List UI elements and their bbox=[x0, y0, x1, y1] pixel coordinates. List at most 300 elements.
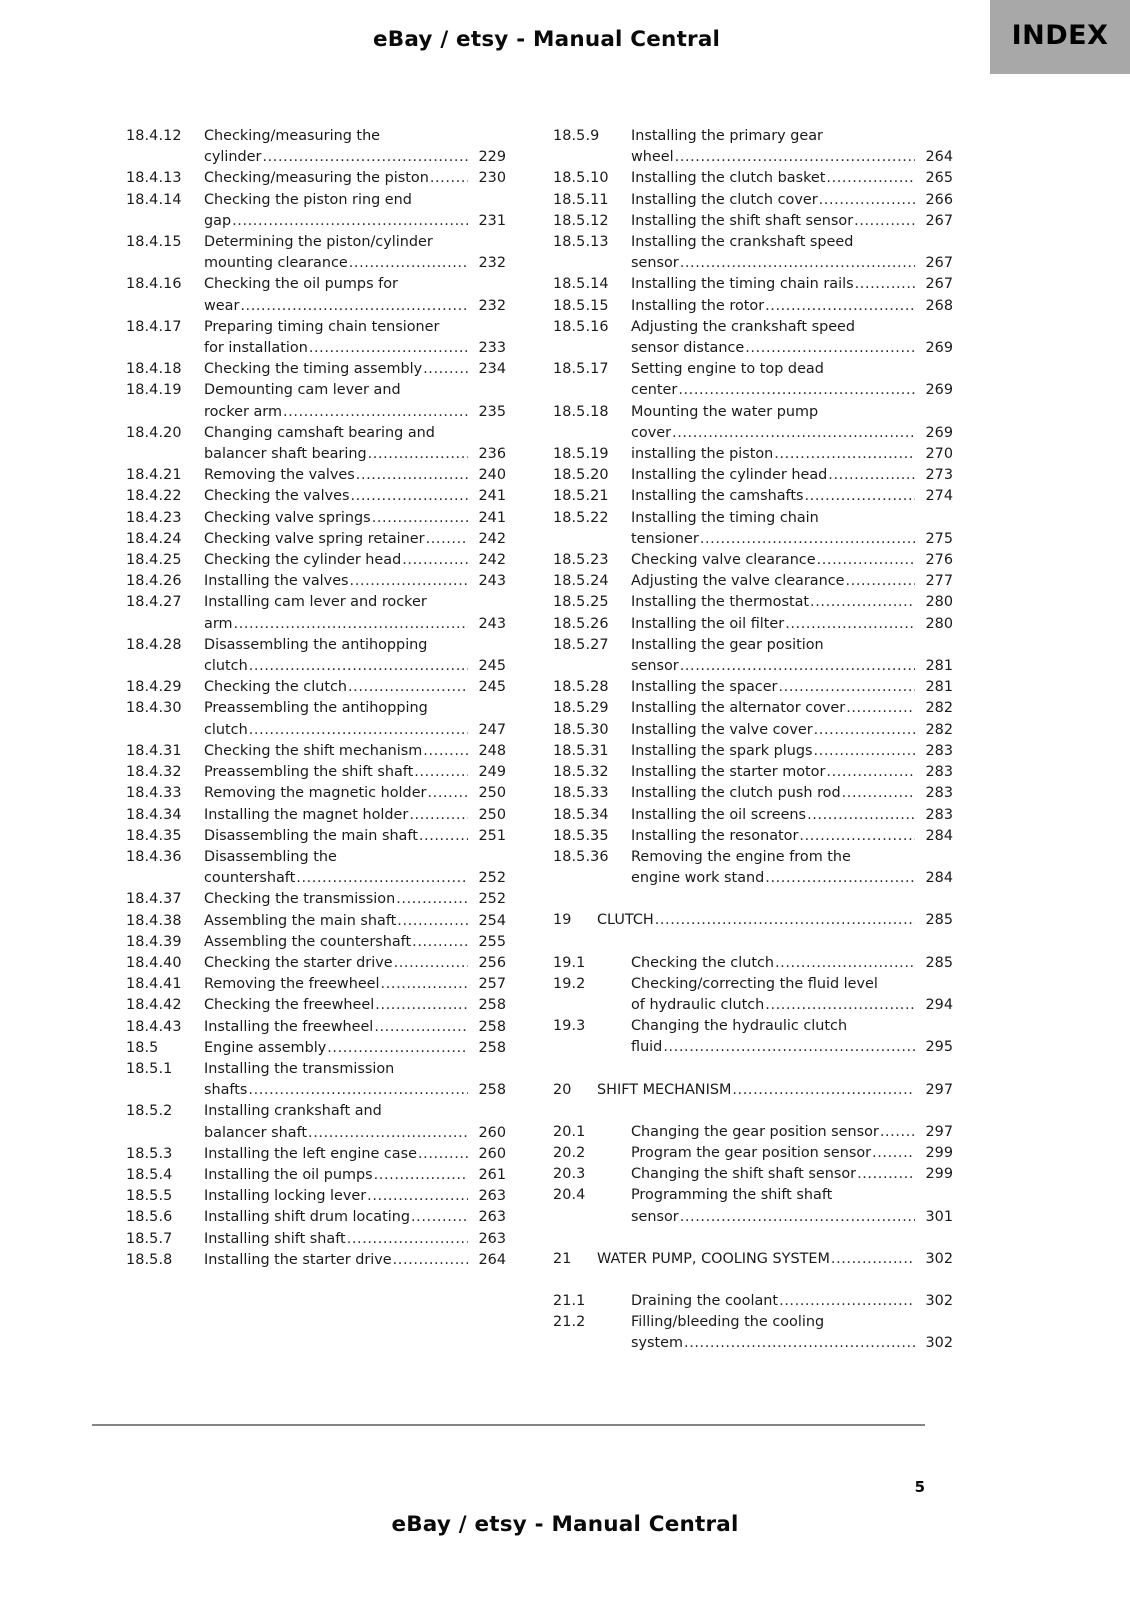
toc-entry[interactable] bbox=[553, 762, 953, 783]
toc-entry-number: 18.5.34 bbox=[553, 806, 609, 823]
toc-entry-number: 18.5.23 bbox=[553, 552, 609, 569]
toc-entry[interactable] bbox=[126, 762, 506, 783]
toc-entry[interactable] bbox=[553, 550, 953, 571]
toc-entry-number: 18.4.17 bbox=[126, 318, 182, 335]
toc-entry-body bbox=[204, 1250, 506, 1271]
toc-leader-dots bbox=[814, 720, 915, 741]
toc-entry-number: 18.4.33 bbox=[126, 785, 182, 802]
toc-entry-number: 18.4.37 bbox=[126, 891, 182, 908]
toc-entry[interactable] bbox=[553, 592, 953, 613]
toc-column-right bbox=[553, 126, 953, 1355]
toc-entry-body bbox=[631, 847, 953, 889]
toc-entry[interactable] bbox=[553, 720, 953, 741]
toc-leader-dots bbox=[678, 380, 915, 401]
toc-entry-number: 21.2 bbox=[553, 1314, 586, 1331]
toc-entry-page: 243 bbox=[478, 615, 506, 632]
toc-entry[interactable] bbox=[553, 274, 953, 295]
toc-entry-body bbox=[631, 1164, 953, 1185]
toc-entry-page: 245 bbox=[478, 679, 506, 696]
toc-entry[interactable] bbox=[126, 232, 506, 274]
toc-entry-body bbox=[631, 974, 953, 1016]
toc-entry-title: Checking the clutch bbox=[204, 679, 347, 696]
toc-entry-page: 232 bbox=[478, 255, 506, 272]
toc-leader-dots bbox=[350, 571, 468, 592]
toc-entry[interactable] bbox=[126, 932, 506, 953]
toc-entry[interactable] bbox=[126, 741, 506, 762]
toc-entry-page: 267 bbox=[925, 255, 953, 272]
toc-entry-body bbox=[204, 571, 506, 592]
toc-entry-page: 252 bbox=[478, 870, 506, 887]
toc-entry[interactable] bbox=[553, 1164, 953, 1185]
toc-entry-title: system bbox=[631, 1335, 684, 1352]
toc-entry[interactable] bbox=[126, 783, 506, 804]
toc-entry-title: Installing shift shaft bbox=[204, 1230, 346, 1247]
toc-entry-page: 258 bbox=[478, 1039, 506, 1056]
toc-leader-dots bbox=[774, 444, 915, 465]
toc-entry-number: 18.5.36 bbox=[553, 848, 609, 865]
toc-entry-title: Installing locking lever bbox=[204, 1188, 367, 1205]
toc-entry[interactable] bbox=[126, 1229, 506, 1250]
toc-entry-line bbox=[631, 741, 953, 762]
toc-entry-body bbox=[631, 508, 953, 550]
toc-entry-page: 285 bbox=[925, 912, 953, 929]
toc-leader-dots bbox=[426, 529, 468, 550]
toc-entry-body bbox=[204, 529, 506, 550]
toc-entry-page: 283 bbox=[925, 764, 953, 781]
toc-entry-page: 260 bbox=[478, 1124, 506, 1141]
toc-entry-title: Installing the starter drive bbox=[204, 1251, 392, 1268]
toc-entry-body bbox=[631, 402, 953, 444]
toc-entry-page: 241 bbox=[478, 509, 506, 526]
toc-entry[interactable] bbox=[126, 1165, 506, 1186]
toc-entry-number: 18.4.35 bbox=[126, 827, 182, 844]
toc-entry[interactable] bbox=[553, 317, 953, 359]
toc-entry-page: 231 bbox=[478, 212, 506, 229]
toc-entry[interactable] bbox=[553, 783, 953, 804]
toc-entry-number: 18.4.24 bbox=[126, 530, 182, 547]
toc-entry[interactable] bbox=[126, 974, 506, 995]
toc-entry-page: 247 bbox=[478, 721, 506, 738]
toc-entry-title: Changing the gear position sensor bbox=[631, 1123, 879, 1140]
toc-entry-title: Installing cam lever and rocker bbox=[204, 594, 427, 611]
toc-entry[interactable] bbox=[126, 508, 506, 529]
toc-entry[interactable] bbox=[553, 1080, 953, 1101]
toc-entry-line bbox=[204, 338, 506, 359]
toc-entry[interactable] bbox=[553, 1122, 953, 1143]
toc-entry[interactable] bbox=[126, 126, 506, 168]
toc-entry-title: Installing the spark plugs bbox=[631, 742, 813, 759]
toc-entry-body bbox=[597, 910, 953, 931]
toc-entry-title: wheel bbox=[631, 149, 674, 166]
toc-entry-line bbox=[204, 508, 506, 529]
toc-entry-body bbox=[631, 274, 953, 295]
toc-leader-dots bbox=[327, 1038, 468, 1059]
toc-entry-title: of hydraulic clutch bbox=[631, 996, 765, 1013]
toc-entry-page: 233 bbox=[478, 340, 506, 357]
toc-entry-line bbox=[204, 1123, 506, 1144]
toc-entry-body bbox=[204, 423, 506, 465]
toc-entry-number: 18.4.22 bbox=[126, 488, 182, 505]
toc-entry-line bbox=[631, 486, 953, 507]
toc-entry-line bbox=[631, 677, 953, 698]
toc-leader-dots bbox=[423, 359, 468, 380]
toc-leader-dots bbox=[262, 147, 468, 168]
toc-leader-dots bbox=[234, 614, 468, 635]
toc-leader-dots bbox=[249, 656, 468, 677]
toc-leader-dots bbox=[663, 1037, 915, 1058]
toc-entry-line bbox=[631, 190, 953, 211]
toc-entry-title: Installing the spacer bbox=[631, 679, 778, 696]
toc-leader-dots bbox=[375, 995, 468, 1016]
toc-entry-title: sensor bbox=[631, 255, 679, 272]
toc-entry[interactable] bbox=[126, 529, 506, 550]
toc-entry-body bbox=[631, 762, 953, 783]
toc-entry-title: Checking the clutch bbox=[631, 954, 774, 971]
toc-entry[interactable] bbox=[553, 826, 953, 847]
toc-entry-title: shafts bbox=[204, 1082, 248, 1099]
toc-entry-body bbox=[204, 380, 506, 422]
toc-entry-page: 251 bbox=[478, 827, 506, 844]
toc-entry-body bbox=[204, 274, 506, 316]
toc-entry-number: 18.4.13 bbox=[126, 170, 182, 187]
toc-entry-line bbox=[204, 211, 506, 232]
toc-entry-line bbox=[204, 1038, 506, 1059]
toc-entry-page: 229 bbox=[478, 149, 506, 166]
toc-entry[interactable] bbox=[126, 1059, 506, 1101]
toc-entry-title: cylinder bbox=[204, 149, 262, 166]
toc-entry-body bbox=[631, 1312, 953, 1354]
toc-entry-line bbox=[631, 635, 953, 656]
toc-entry[interactable] bbox=[126, 1101, 506, 1143]
toc-entry[interactable] bbox=[553, 211, 953, 232]
toc-leader-dots bbox=[842, 783, 915, 804]
toc-entry-number: 19.2 bbox=[553, 975, 586, 992]
toc-entry-title: Mounting the water pump bbox=[631, 403, 819, 420]
toc-entry-page: 299 bbox=[925, 1166, 953, 1183]
toc-entry[interactable] bbox=[553, 571, 953, 592]
toc-entry-line bbox=[204, 1250, 506, 1271]
toc-entry-line bbox=[631, 465, 953, 486]
toc-entry-page: 242 bbox=[478, 552, 506, 569]
toc-entry-number: 21.1 bbox=[553, 1292, 586, 1309]
toc-entry[interactable] bbox=[126, 550, 506, 571]
toc-entry[interactable] bbox=[553, 1016, 953, 1058]
toc-entry-line bbox=[631, 444, 953, 465]
toc-entry-title: SHIFT MECHANISM bbox=[597, 1081, 732, 1098]
toc-entry-title: Programming the shift shaft bbox=[631, 1187, 833, 1204]
toc-leader-dots bbox=[248, 1080, 468, 1101]
toc-entry-title: Checking valve spring retainer bbox=[204, 530, 425, 547]
toc-entry[interactable] bbox=[553, 444, 953, 465]
toc-entry[interactable] bbox=[126, 953, 506, 974]
toc-entry-line bbox=[631, 720, 953, 741]
toc-entry-page: 302 bbox=[925, 1292, 953, 1309]
toc-entry[interactable] bbox=[553, 508, 953, 550]
toc-entry-number: 18.4.41 bbox=[126, 976, 182, 993]
toc-entry-body bbox=[204, 847, 506, 889]
toc-entry-body bbox=[631, 720, 953, 741]
toc-entry-body bbox=[204, 762, 506, 783]
toc-entry[interactable] bbox=[126, 847, 506, 889]
toc-entry-page: 263 bbox=[478, 1188, 506, 1205]
toc-entry-title: Installing the magnet holder bbox=[204, 806, 409, 823]
toc-entry-page: 258 bbox=[478, 1018, 506, 1035]
toc-entry-page: 280 bbox=[925, 594, 953, 611]
toc-entry-page: 250 bbox=[478, 785, 506, 802]
toc-entry-line bbox=[204, 932, 506, 953]
toc-entry-title: Checking valve clearance bbox=[631, 552, 816, 569]
toc-entry-line bbox=[204, 995, 506, 1016]
toc-entry-title: Installing shift drum locating bbox=[204, 1209, 410, 1226]
toc-entry-body bbox=[204, 465, 506, 486]
toc-entry-line bbox=[631, 1122, 953, 1143]
toc-entry-title: Adjusting the crankshaft speed bbox=[631, 318, 856, 335]
toc-leader-dots bbox=[779, 1291, 915, 1312]
toc-entry-line bbox=[631, 147, 953, 168]
toc-entry[interactable] bbox=[553, 296, 953, 317]
toc-entry-line bbox=[204, 656, 506, 677]
toc-entry[interactable] bbox=[126, 486, 506, 507]
toc-entry-number: 18.5.8 bbox=[126, 1251, 173, 1268]
toc-entry-page: 282 bbox=[925, 721, 953, 738]
toc-entry-line bbox=[204, 529, 506, 550]
toc-entry[interactable] bbox=[553, 847, 953, 889]
toc-entry[interactable] bbox=[553, 1312, 953, 1354]
toc-entry-page: 283 bbox=[925, 742, 953, 759]
toc-entry[interactable] bbox=[553, 465, 953, 486]
toc-entry[interactable] bbox=[126, 677, 506, 698]
toc-leader-dots bbox=[412, 932, 468, 953]
toc-entry-line bbox=[631, 402, 953, 423]
toc-entry[interactable] bbox=[126, 698, 506, 740]
toc-entry-line bbox=[631, 423, 953, 444]
toc-entry-line bbox=[631, 359, 953, 380]
toc-entry-line bbox=[204, 168, 506, 189]
toc-entry[interactable] bbox=[553, 1249, 953, 1270]
toc-entry[interactable] bbox=[126, 423, 506, 465]
toc-entry[interactable] bbox=[553, 1185, 953, 1227]
toc-entry[interactable] bbox=[126, 190, 506, 232]
toc-entry-title: Preparing timing chain tensioner bbox=[204, 318, 440, 335]
toc-entry-body bbox=[204, 1165, 506, 1186]
toc-entry[interactable] bbox=[126, 1038, 506, 1059]
toc-entry-line bbox=[204, 296, 506, 317]
toc-entry-title: Installing the shift shaft sensor bbox=[631, 212, 854, 229]
toc-leader-dots bbox=[396, 889, 468, 910]
toc-leader-dots bbox=[807, 805, 915, 826]
toc-entry-title: Setting engine to top dead bbox=[631, 361, 824, 378]
toc-entry-page: 282 bbox=[925, 700, 953, 717]
toc-entry-title: fluid bbox=[631, 1039, 663, 1056]
toc-entry[interactable] bbox=[553, 698, 953, 719]
toc-entry-number: 18.4.20 bbox=[126, 424, 182, 441]
toc-entry-body bbox=[204, 953, 506, 974]
toc-entry[interactable] bbox=[126, 274, 506, 316]
toc-entry[interactable] bbox=[553, 126, 953, 168]
toc-leader-dots bbox=[854, 211, 915, 232]
toc-entry-title: Draining the coolant bbox=[631, 1292, 779, 1309]
toc-entry-title: Installing the left engine case bbox=[204, 1145, 417, 1162]
toc-entry-line bbox=[631, 168, 953, 189]
toc-entry-page: 264 bbox=[925, 149, 953, 166]
toc-entry[interactable] bbox=[126, 889, 506, 910]
toc-entry[interactable] bbox=[126, 805, 506, 826]
toc-entry[interactable] bbox=[553, 741, 953, 762]
toc-entry[interactable] bbox=[553, 910, 953, 931]
toc-entry-title: sensor bbox=[631, 1208, 679, 1225]
toc-entry[interactable] bbox=[126, 1207, 506, 1228]
toc-entry[interactable] bbox=[126, 465, 506, 486]
toc-entry-page: 302 bbox=[925, 1250, 953, 1267]
toc-entry[interactable] bbox=[126, 592, 506, 634]
toc-entry-line bbox=[204, 1017, 506, 1038]
toc-entry-title: Installing the timing chain rails bbox=[631, 276, 854, 293]
toc-entry-line bbox=[631, 656, 953, 677]
toc-entry-line bbox=[631, 253, 953, 274]
toc-entry-body bbox=[631, 741, 953, 762]
toc-leader-dots bbox=[826, 762, 915, 783]
toc-entry[interactable] bbox=[126, 317, 506, 359]
toc-entry-line bbox=[631, 995, 953, 1016]
toc-entry-title: Installing the resonator bbox=[631, 827, 799, 844]
toc-entry-title: Changing camshaft bearing and bbox=[204, 424, 435, 441]
toc-entry-number: 18.4.25 bbox=[126, 552, 182, 569]
toc-entry[interactable] bbox=[553, 974, 953, 1016]
toc-entry-body bbox=[631, 1291, 953, 1312]
toc-entry[interactable] bbox=[126, 635, 506, 677]
toc-entry-body bbox=[631, 1122, 953, 1143]
toc-leader-dots bbox=[846, 698, 915, 719]
toc-entry-line bbox=[631, 571, 953, 592]
toc-entry-number: 18.5.22 bbox=[553, 509, 609, 526]
toc-entry-number: 18.5.35 bbox=[553, 827, 609, 844]
toc-entry-line bbox=[204, 741, 506, 762]
toc-entry-number: 18.4.14 bbox=[126, 191, 182, 208]
toc-entry-body bbox=[631, 486, 953, 507]
toc-entry-body bbox=[204, 508, 506, 529]
toc-entry-body bbox=[204, 911, 506, 932]
toc-entry-line bbox=[631, 762, 953, 783]
toc-entry[interactable] bbox=[553, 1143, 953, 1164]
toc-entry[interactable] bbox=[553, 677, 953, 698]
toc-entry-line bbox=[204, 423, 506, 444]
toc-entry-body bbox=[631, 826, 953, 847]
toc-entry-number: 18.5.15 bbox=[553, 297, 609, 314]
toc-entry-title: Installing the clutch push rod bbox=[631, 785, 841, 802]
toc-leader-dots bbox=[402, 550, 468, 571]
toc-leader-dots bbox=[349, 253, 468, 274]
toc-entry[interactable] bbox=[126, 826, 506, 847]
toc-entry[interactable] bbox=[553, 805, 953, 826]
page-number: 5 bbox=[914, 1478, 925, 1496]
toc-entry-title: gap bbox=[204, 212, 232, 229]
toc-entry-page: 295 bbox=[925, 1039, 953, 1056]
toc-entry[interactable] bbox=[126, 359, 506, 380]
toc-entry-body bbox=[631, 465, 953, 486]
toc-entry-body bbox=[204, 592, 506, 634]
toc-leader-dots bbox=[828, 465, 915, 486]
toc-entry-page: 235 bbox=[478, 403, 506, 420]
toc-entry-number: 18.5.13 bbox=[553, 234, 609, 251]
toc-entry-line bbox=[631, 826, 953, 847]
toc-entry[interactable] bbox=[553, 232, 953, 274]
toc-leader-dots bbox=[857, 1164, 915, 1185]
toc-entry-body bbox=[631, 592, 953, 613]
toc-entry[interactable] bbox=[553, 953, 953, 974]
toc-leader-dots bbox=[804, 486, 915, 507]
toc-entry[interactable] bbox=[126, 1017, 506, 1038]
toc-entry-body bbox=[204, 1186, 506, 1207]
toc-entry-title: mounting clearance bbox=[204, 255, 348, 272]
toc-entry[interactable] bbox=[553, 486, 953, 507]
toc-entry-line bbox=[631, 974, 953, 995]
toc-entry[interactable] bbox=[126, 911, 506, 932]
toc-entry-line bbox=[204, 126, 506, 147]
toc-entry[interactable] bbox=[126, 1186, 506, 1207]
toc-entry-line bbox=[204, 1229, 506, 1250]
toc-entry[interactable] bbox=[553, 168, 953, 189]
toc-entry-number: 18.5.10 bbox=[553, 170, 609, 187]
toc-entry[interactable] bbox=[126, 995, 506, 1016]
toc-entry-number: 18.5.5 bbox=[126, 1188, 173, 1205]
toc-entry[interactable] bbox=[553, 1291, 953, 1312]
toc-entry-line bbox=[597, 1249, 953, 1270]
toc-entry-body bbox=[204, 550, 506, 571]
toc-entry-line bbox=[204, 380, 506, 401]
toc-entry[interactable] bbox=[553, 190, 953, 211]
toc-entry-number: 18.5.27 bbox=[553, 636, 609, 653]
toc-entry[interactable] bbox=[553, 359, 953, 401]
toc-entry[interactable] bbox=[553, 614, 953, 635]
toc-entry[interactable] bbox=[126, 571, 506, 592]
toc-entry-line bbox=[631, 380, 953, 401]
toc-entry-body bbox=[204, 635, 506, 677]
toc-entry[interactable] bbox=[126, 168, 506, 189]
toc-entry-number: 20.2 bbox=[553, 1144, 586, 1161]
toc-entry-page: 260 bbox=[478, 1145, 506, 1162]
toc-leader-dots bbox=[680, 1207, 915, 1228]
toc-entry-line bbox=[204, 1144, 506, 1165]
toc-entry-title: Checking/measuring the piston bbox=[204, 170, 429, 187]
toc-entry-page: 263 bbox=[478, 1209, 506, 1226]
toc-entry-line bbox=[204, 826, 506, 847]
toc-leader-dots bbox=[855, 274, 915, 295]
toc-entry[interactable] bbox=[553, 402, 953, 444]
toc-entry-number: 19 bbox=[553, 912, 572, 929]
toc-entry[interactable] bbox=[126, 1144, 506, 1165]
toc-entry-page: 232 bbox=[478, 297, 506, 314]
toc-entry-body bbox=[631, 444, 953, 465]
toc-entry[interactable] bbox=[553, 635, 953, 677]
toc-entry-line bbox=[204, 635, 506, 656]
toc-entry-body bbox=[631, 698, 953, 719]
toc-entry-line bbox=[204, 592, 506, 613]
toc-entry-body bbox=[204, 232, 506, 274]
toc-entry-title: Installing the starter motor bbox=[631, 764, 826, 781]
toc-entry-number: 18.4.34 bbox=[126, 806, 182, 823]
toc-entry[interactable] bbox=[126, 380, 506, 422]
toc-leader-dots bbox=[826, 168, 915, 189]
toc-entry-number: 18.5.29 bbox=[553, 700, 609, 717]
toc-entry-page: 261 bbox=[478, 1166, 506, 1183]
toc-entry-page: 281 bbox=[925, 679, 953, 696]
toc-entry-line bbox=[631, 868, 953, 889]
toc-entry[interactable] bbox=[126, 1250, 506, 1271]
toc-entry-line bbox=[597, 910, 953, 931]
toc-entry-number: 19.1 bbox=[553, 954, 586, 971]
toc-leader-dots bbox=[381, 974, 468, 995]
toc-entry-page: 263 bbox=[478, 1230, 506, 1247]
